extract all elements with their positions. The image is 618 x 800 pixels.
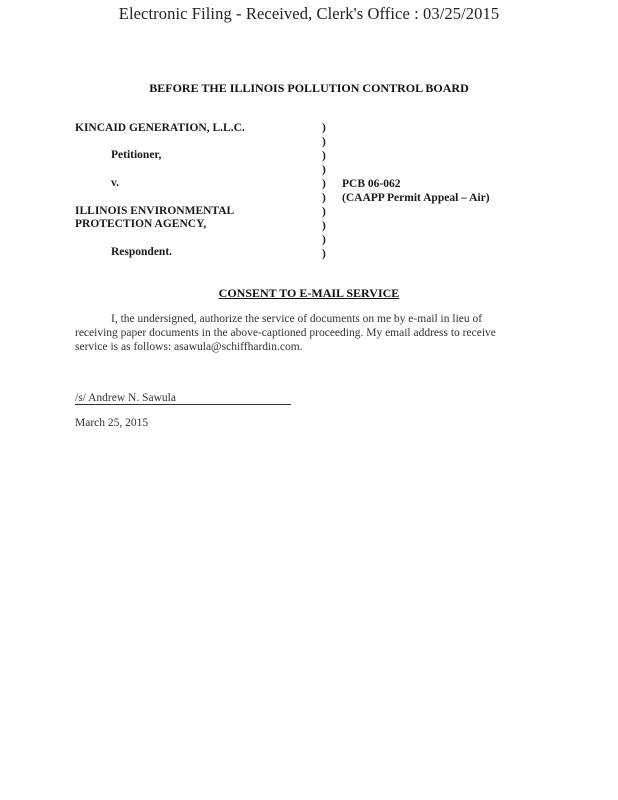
- caption-paren: ): [322, 150, 326, 162]
- caption-paren: ): [322, 234, 326, 246]
- signature-line: /s/ Andrew N. Sawula: [75, 392, 291, 405]
- case-type: (CAAPP Permit Appeal – Air): [342, 192, 490, 204]
- caption-paren: ): [322, 248, 326, 260]
- respondent-name-line2: PROTECTION AGENCY,: [75, 218, 207, 230]
- caption-paren: ): [322, 178, 326, 190]
- case-number: PCB 06-062: [342, 178, 401, 190]
- caption-paren: ): [322, 122, 326, 134]
- caption-paren: ): [322, 192, 326, 204]
- respondent-role: Respondent.: [111, 246, 173, 258]
- board-title: BEFORE THE ILLINOIS POLLUTION CONTROL BOARD: [149, 81, 469, 95]
- caption-paren: ): [322, 206, 326, 218]
- caption-paren: ): [322, 136, 326, 148]
- caption-paren: ): [322, 220, 326, 232]
- petitioner-name: KINCAID GENERATION, L.L.C.: [75, 122, 245, 134]
- document-title: CONSENT TO E-MAIL SERVICE: [218, 286, 400, 300]
- respondent-name-line1: ILLINOIS ENVIRONMENTAL: [75, 205, 235, 217]
- versus-label: v.: [111, 177, 119, 189]
- caption-paren: ): [322, 164, 326, 176]
- consent-paragraph: I, the undersigned, authorize the service of documents on me by e-mail in lieu of receiving paper documents in the above-captioned proceeding. My email address to receive service is as follows: asawula@schiffhardin.com.: [75, 313, 496, 353]
- signature-date: March 25, 2015: [75, 417, 149, 429]
- electronic-filing-stamp: Electronic Filing - Received, Clerk's Office : 03/25/2015: [118, 4, 500, 23]
- petitioner-role: Petitioner,: [111, 149, 162, 161]
